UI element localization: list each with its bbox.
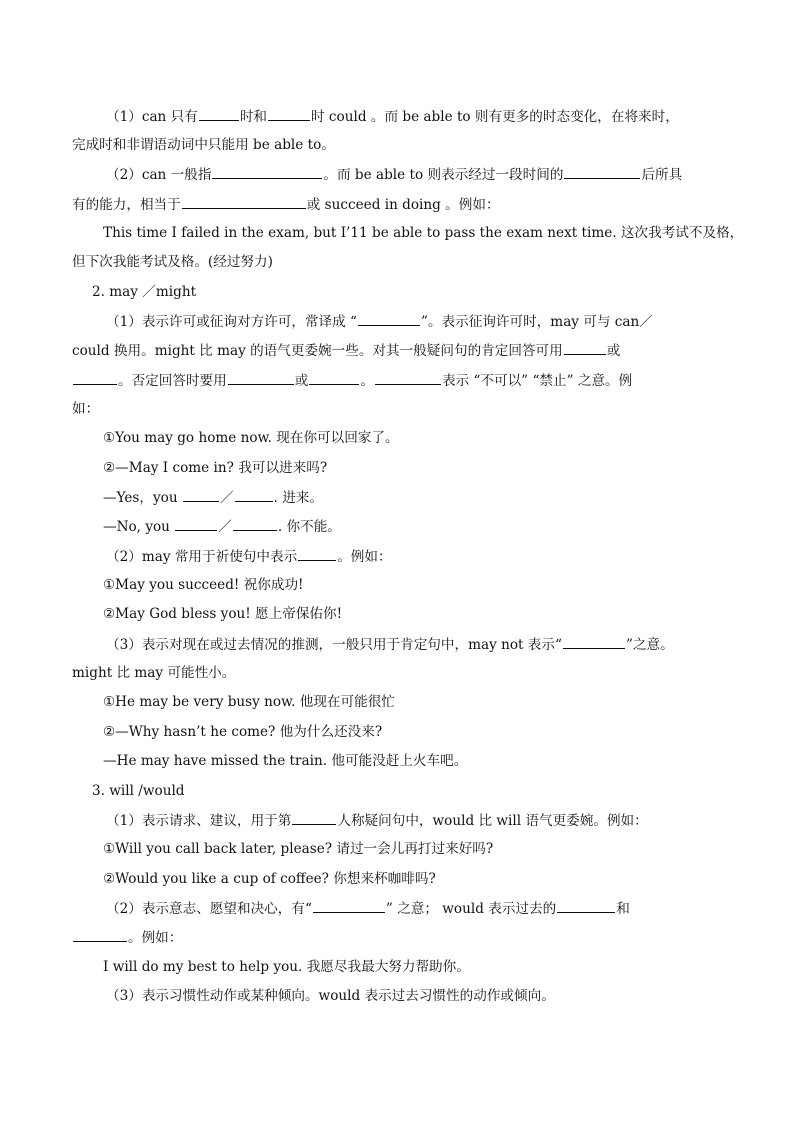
text: ／	[218, 519, 232, 535]
text: 。否定回答时要用	[118, 373, 227, 389]
text: ”之意。	[625, 637, 674, 653]
blank	[564, 164, 640, 179]
blank	[298, 546, 336, 561]
line-may-1	[106, 311, 653, 332]
example-2: ②—May I come in? 我可以进来吗?	[103, 460, 328, 476]
example-line-cont: 但下次我能考试及格。(经过努力)	[72, 254, 273, 270]
text: . 进来。	[273, 490, 323, 506]
text: 和	[616, 901, 630, 917]
line-may-2	[106, 546, 392, 567]
text: （3）表示对现在或过去情况的推测，一般只用于肯定句中，may not 表示“	[106, 637, 562, 653]
example-9: I will do my best to help you. 我愿尽我最大努力帮助你。	[103, 959, 470, 975]
text: 后所具	[641, 167, 683, 183]
text: （2）can 一般指	[106, 167, 212, 183]
line-can-1	[106, 106, 679, 127]
line-may-3	[106, 634, 674, 655]
blank	[233, 516, 277, 531]
text: （1）can 只有	[106, 109, 198, 125]
text: ”。表示征询许可时，may 可与 can／	[421, 314, 653, 330]
blank	[73, 927, 127, 942]
line-will-2	[106, 898, 630, 919]
text: —Yes，you	[103, 490, 182, 506]
text: 。例如：	[128, 930, 183, 946]
example-6: ②—Why hasn’t he come? 他为什么还没来?	[103, 724, 383, 740]
line-may-3-cont: might 比 may 可能性小。	[72, 665, 236, 681]
example-1: ①You may go home now. 现在你可以回家了。	[103, 430, 399, 446]
text: 或	[606, 343, 621, 359]
line-may-1-cont2	[72, 370, 632, 391]
blank	[199, 106, 239, 121]
blank	[358, 311, 420, 326]
text: . 你不能。	[277, 519, 341, 535]
blank	[235, 487, 273, 502]
example-6-answer: —He may have missed the train. 他可能没赶上火车吧。	[103, 753, 468, 769]
text: （1）表示许可或征询对方许可，常译成 “	[106, 314, 358, 330]
blank	[73, 370, 117, 385]
text: 时 could 。而 be able to 则有更多的时态变化，在将来时，	[311, 109, 679, 125]
text: ” 之意； would 表示过去的	[385, 901, 557, 917]
blank	[182, 194, 306, 209]
text: （2）may 常用于祈使句中表示	[106, 549, 298, 565]
blank	[175, 516, 217, 531]
text: （2）表示意志、愿望和决心，有“	[106, 901, 312, 917]
text: （1）表示请求、建议，用于第	[106, 813, 292, 829]
line-can-2-cont	[72, 194, 500, 215]
line-can-2	[106, 164, 682, 185]
text: 人称疑问句中，would 比 will 语气更委婉。例如：	[337, 813, 648, 829]
blank	[309, 370, 359, 385]
example-5: ①He may be very busy now. 他现在可能很忙	[103, 694, 395, 710]
text: could 换用。might 比 may 的语气更委婉一些。对其一般疑问句的肯定回答可用	[72, 343, 563, 359]
example-line: This time I failed in the exam, but I’11 be able to pass the exam next time. 这次我考试不及格，	[103, 225, 744, 241]
blank	[563, 634, 625, 649]
blank	[375, 370, 441, 385]
example-3: ①May you succeed! 祝你成功!	[103, 577, 304, 593]
blank	[183, 487, 219, 502]
text: 有的能力，相当于	[72, 197, 181, 213]
text: 或 succeed in doing 。例如：	[306, 197, 500, 213]
blank	[212, 164, 322, 179]
section-heading-may-might: 2. may ／might	[92, 284, 197, 300]
line-will-3: （3）表示习惯性动作或某种倾向。would 表示过去习惯性的动作或倾向。	[106, 988, 555, 1004]
section-heading-will-would: 3. will /would	[92, 783, 185, 799]
text: 。而 be able to 则表示经过一段时间的	[323, 167, 564, 183]
text: 。例如：	[337, 549, 392, 565]
text: ／	[219, 490, 234, 506]
text: 表示 “不可以” “禁止” 之意。例	[441, 373, 633, 389]
example-8: ②Would you like a cup of coffee? 你想来杯咖啡吗?	[103, 871, 436, 887]
line-will-1	[106, 810, 648, 831]
blank	[313, 898, 385, 913]
text: 或	[294, 373, 309, 389]
line-will-2-cont	[72, 927, 182, 948]
blank	[564, 340, 606, 355]
blank	[292, 810, 336, 825]
line-may-1-cont3: 如：	[72, 401, 100, 417]
line-may-1-cont	[72, 340, 620, 361]
example-7: ①Will you call back later, please? 请过一会儿再打过来好吗?	[103, 841, 494, 857]
example-2-no	[103, 516, 341, 537]
blank	[228, 370, 294, 385]
text: —No, you	[103, 519, 175, 535]
example-2-yes	[103, 487, 323, 508]
example-4: ②May God bless you! 愿上帝保佑你!	[103, 606, 343, 622]
line-can-1-cont: 完成时和非谓语动词中只能用 be able to。	[72, 137, 335, 153]
text: 时和	[239, 109, 268, 125]
text: 。	[360, 373, 374, 389]
blank	[557, 898, 615, 913]
blank	[268, 106, 310, 121]
